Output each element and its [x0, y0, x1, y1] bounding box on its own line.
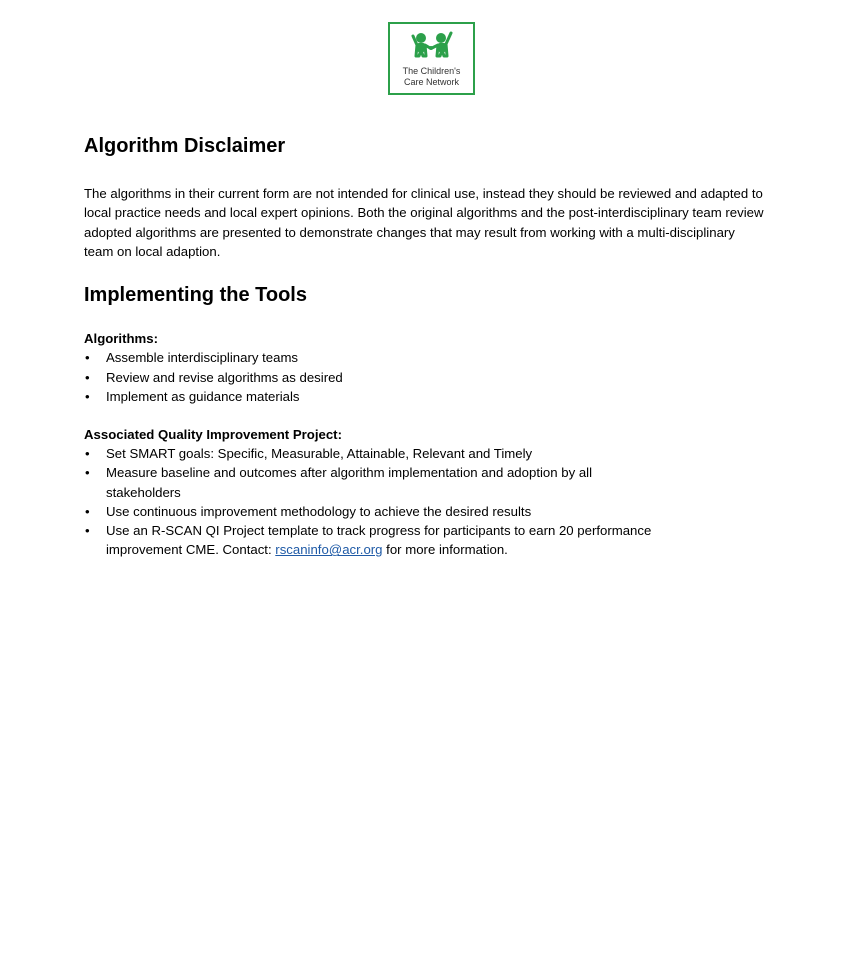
document-body — [84, 130, 764, 559]
algorithms-list — [84, 348, 764, 406]
list-item: • Use continuous improvement methodology to achieve the desired results — [84, 502, 764, 521]
logo-line-1: The Children's — [402, 66, 461, 76]
list-item: • Set SMART goals: Specific, Measurable, Attainable, Relevant and Timely — [84, 444, 764, 463]
bullet-glyph: • — [85, 369, 90, 385]
list-item: • Assemble interdisciplinary teams — [84, 348, 764, 367]
disclaimer-paragraph: The algorithms in their current form are not intended for clinical use, instead they should be reviewed and adapted to local practice needs and local expert opinions. Both the original algorithms and the post-interdisciplinary team review adopted algorithms are presented to demonstrate changes that may result from working with a multi-disciplinary team on local adaption. — [84, 186, 764, 259]
bullet-glyph: • — [85, 388, 90, 404]
list-item: • Implement as guidance materials — [84, 387, 764, 406]
list-item: • Measure baseline and outcomes after algorithm implementation and adoption by all stakeholders — [85, 465, 593, 500]
algorithms-label: Algorithms: — [84, 331, 158, 347]
bullet-glyph: • — [85, 465, 90, 481]
logo-wordmark — [390, 66, 473, 88]
children-figures-icon — [404, 28, 460, 66]
email-link[interactable]: rscaninfo@acr.org — [275, 542, 383, 558]
qi-project-label: Associated Quality Improvement Project: — [84, 427, 342, 442]
bullet-glyph: • — [85, 350, 90, 366]
childrens-care-network-logo — [388, 22, 475, 95]
qi-last-suffix: for more information. — [382, 542, 508, 558]
list-item: • Review and revise algorithms as desired — [84, 368, 764, 387]
bullet-glyph: • — [85, 523, 90, 539]
bullet-glyph: • — [85, 446, 90, 462]
qi-last-text: Use an R-SCAN QI Project template to track progress for participants to earn 20 performance improvement CME. Contact: — [106, 523, 652, 558]
disclaimer-heading: Algorithm Disclaimer — [84, 135, 286, 157]
bullet-glyph: • — [85, 503, 90, 519]
implementing-heading: Implementing the Tools — [84, 284, 307, 307]
qi-project-list — [84, 444, 764, 559]
logo-line-2: Care Network — [403, 77, 459, 87]
list-item — [84, 521, 764, 559]
